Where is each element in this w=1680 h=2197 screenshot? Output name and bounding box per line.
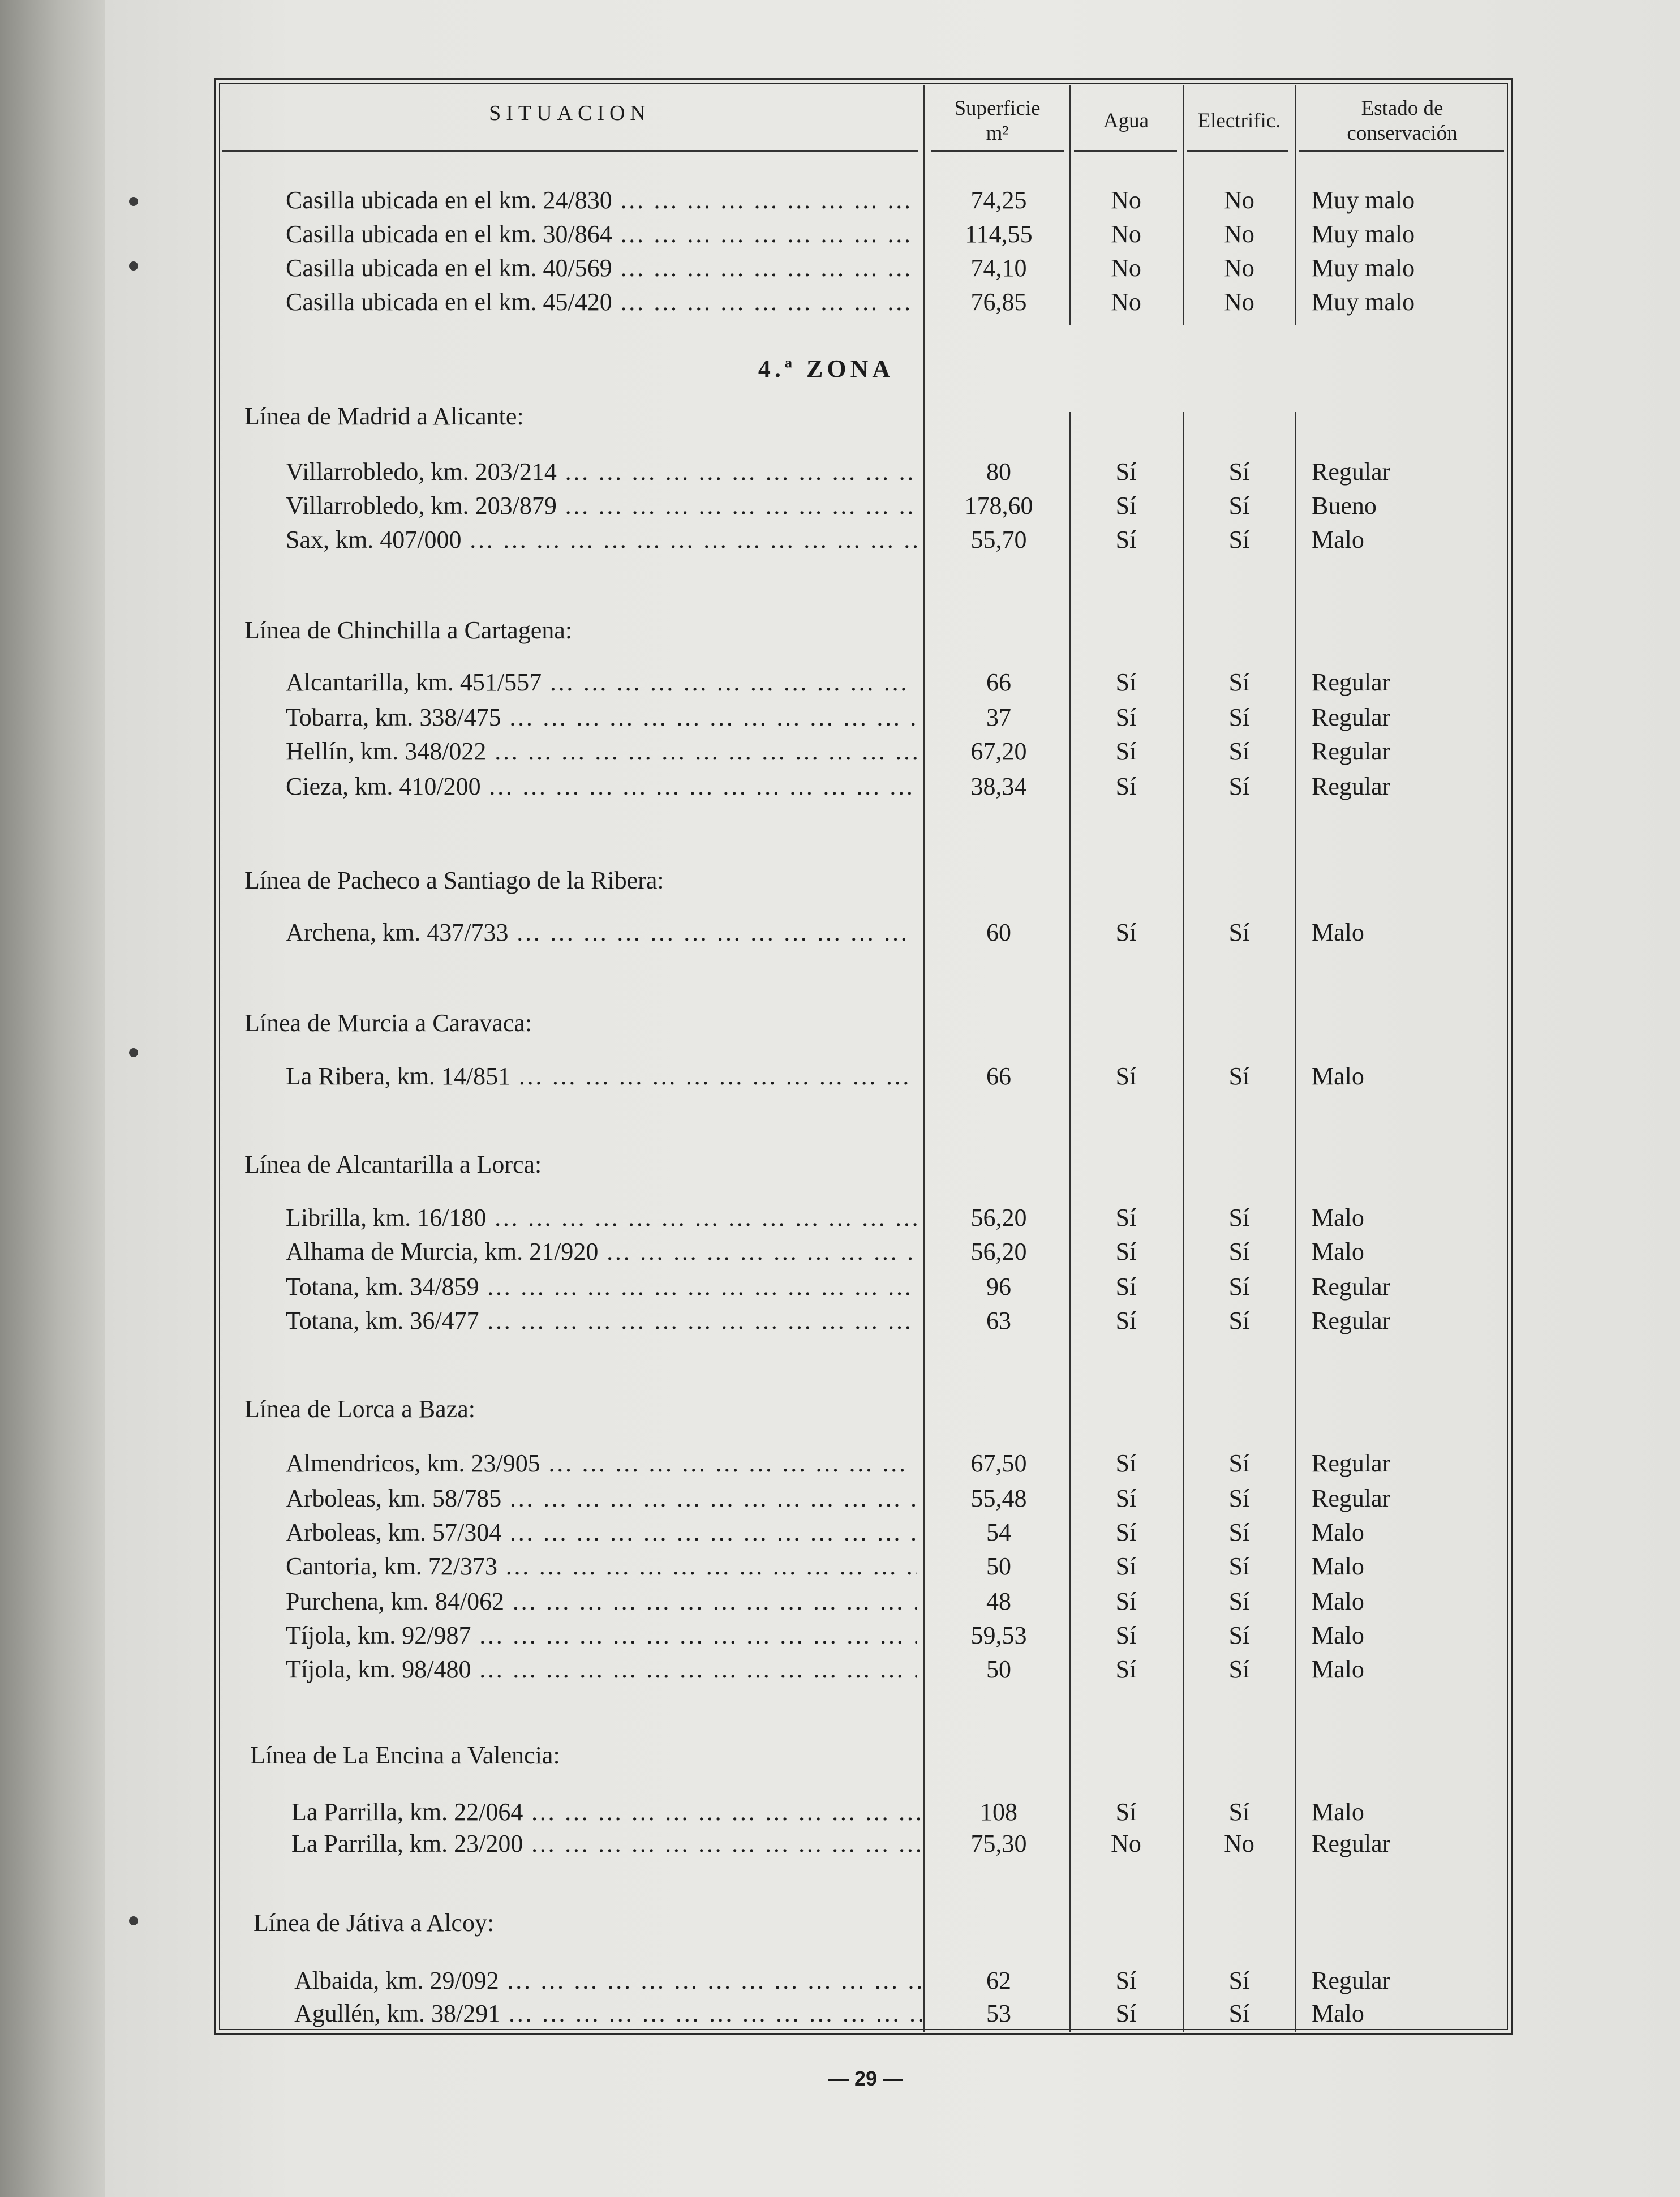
agua-cell: Sí bbox=[1115, 1798, 1137, 1826]
electrific-cell: Sí bbox=[1228, 1655, 1250, 1683]
location-cell: Totana, km. 34/859 … … … … … … … … … … … … … … … … … … … … … … … … … … … … … … … … … … … … … … … … … bbox=[286, 1272, 917, 1301]
electrific-cell: Sí bbox=[1228, 703, 1250, 731]
estado-cell: Regular bbox=[1312, 737, 1391, 765]
estado-cell: Malo bbox=[1312, 526, 1364, 553]
location-cell: Villarrobledo, km. 203/879 … … … … … … … … … … … … … … … … … … … … … … … … … … … … … … … … … … … … … … … … … bbox=[286, 491, 917, 520]
agua-cell: Sí bbox=[1115, 1621, 1137, 1649]
superficie-cell: 67,50 bbox=[970, 1449, 1027, 1477]
location-cell: Arboleas, km. 58/785 … … … … … … … … … … … … … … … … … … … … … … … … … … … … … … … … … … … … … … … … … bbox=[286, 1484, 917, 1513]
header-rule bbox=[1299, 150, 1504, 152]
agua-cell: Sí bbox=[1115, 1999, 1137, 2027]
estado-cell: Malo bbox=[1312, 1204, 1364, 1231]
agua-cell: Sí bbox=[1115, 526, 1137, 553]
estado-cell: Regular bbox=[1312, 1484, 1391, 1512]
header-rule bbox=[1074, 150, 1177, 152]
location-cell: Tobarra, km. 338/475 … … … … … … … … … … … … … … … … … … … … … … … … … … … … … … … … … … … … … … … … … bbox=[286, 703, 917, 732]
table-row bbox=[0, 254, 1680, 288]
estado-cell: Malo bbox=[1312, 1587, 1364, 1615]
estado-cell: Malo bbox=[1312, 1552, 1364, 1580]
agua-cell: No bbox=[1111, 288, 1141, 316]
electrific-cell: Sí bbox=[1228, 1204, 1250, 1231]
estado-cell: Bueno bbox=[1312, 492, 1377, 520]
table-row bbox=[0, 288, 1680, 321]
electrific-cell: Sí bbox=[1228, 1307, 1250, 1334]
agua-cell: Sí bbox=[1115, 737, 1137, 765]
estado-cell: Malo bbox=[1312, 1999, 1364, 2027]
estado-cell: Malo bbox=[1312, 1518, 1364, 1546]
agua-cell: No bbox=[1111, 186, 1141, 214]
electrific-cell: No bbox=[1224, 220, 1254, 248]
location-cell: Albaida, km. 29/092 … … … … … … … … … … … … … … … … … … … … … … … … … … … … … … … … … … … … … … … … … bbox=[294, 1966, 925, 1995]
header-situacion: SITUACION bbox=[489, 101, 651, 125]
table-row bbox=[0, 1484, 1680, 1518]
superficie-cell: 53 bbox=[986, 1999, 1011, 2027]
location-cell: Almendricos, km. 23/905 … … … … … … … … … … … … … … … … … … … … … … … … … … … … … … … … … … … … … … … … … bbox=[286, 1449, 917, 1478]
location-cell: Sax, km. 407/000 … … … … … … … … … … … … … … … … … … … … … … … … … … … … … … … … … … … … … … … … … bbox=[286, 525, 917, 554]
electrific-cell: Sí bbox=[1228, 492, 1250, 520]
agua-cell: Sí bbox=[1115, 1238, 1137, 1265]
section-title: Línea de Chinchilla a Cartagena: bbox=[244, 616, 573, 644]
estado-cell: Malo bbox=[1312, 1238, 1364, 1265]
table-row bbox=[0, 1587, 1680, 1621]
electrific-cell: Sí bbox=[1228, 1449, 1250, 1477]
estado-cell: Muy malo bbox=[1312, 254, 1415, 282]
estado-cell: Muy malo bbox=[1312, 186, 1415, 214]
location-cell: Cantoria, km. 72/373 … … … … … … … … … … … … … … … … … … … … … … … … … … … … … … … … … … … … … … … … … bbox=[286, 1552, 917, 1581]
superficie-cell: 55,48 bbox=[970, 1484, 1027, 1512]
location-cell: Hellín, km. 348/022 … … … … … … … … … … … … … … … … … … … … … … … … … … … … … … … … … … … … … … … … … bbox=[286, 737, 917, 766]
estado-cell: Malo bbox=[1312, 1798, 1364, 1826]
agua-cell: No bbox=[1111, 1830, 1141, 1857]
electrific-cell: Sí bbox=[1228, 1238, 1250, 1265]
agua-cell: Sí bbox=[1115, 668, 1137, 696]
agua-cell: Sí bbox=[1115, 458, 1137, 486]
location-cell: La Ribera, km. 14/851 … … … … … … … … … … … … … … … … … … … … … … … … … … … … … … … … … … … … … … … … … bbox=[286, 1062, 917, 1091]
superficie-cell: 66 bbox=[986, 1062, 1011, 1090]
header-estado-line1: Estado de bbox=[1361, 97, 1443, 120]
table-row bbox=[0, 1829, 1680, 1863]
table-row bbox=[0, 1966, 1680, 2000]
agua-cell: Sí bbox=[1115, 1518, 1137, 1546]
electrific-cell: Sí bbox=[1228, 458, 1250, 486]
location-cell: Totana, km. 36/477 … … … … … … … … … … … … … … … … … … … … … … … … … … … … … … … … … … … … … … … … … bbox=[286, 1306, 917, 1335]
superficie-cell: 62 bbox=[986, 1967, 1011, 1994]
agua-cell: No bbox=[1111, 254, 1141, 282]
table-row bbox=[0, 1797, 1680, 1831]
electrific-cell: Sí bbox=[1228, 1798, 1250, 1826]
section-title: Línea de La Encina a Valencia: bbox=[250, 1741, 560, 1769]
agua-cell: Sí bbox=[1115, 1967, 1137, 1994]
table-row bbox=[0, 1621, 1680, 1655]
agua-cell: Sí bbox=[1115, 1204, 1137, 1231]
location-cell: Casilla ubicada en el km. 24/830 … … … … … … … … … … … … … … … … … … … … … … … … … … … … … … … … … … … … … … … … … bbox=[286, 186, 917, 214]
location-cell: Alhama de Murcia, km. 21/920 … … … … … … … … … … … … … … … … … … … … … … … … … … … … … … … … … … … … … … … … … bbox=[286, 1237, 917, 1266]
estado-cell: Regular bbox=[1312, 1449, 1391, 1477]
agua-cell: Sí bbox=[1115, 1307, 1137, 1334]
superficie-cell: 74,10 bbox=[970, 254, 1027, 282]
location-cell: Casilla ubicada en el km. 45/420 … … … … … … … … … … … … … … … … … … … … … … … … … … … … … … … … … … … … … … … … … bbox=[286, 288, 917, 316]
electrific-cell: Sí bbox=[1228, 1518, 1250, 1546]
header-estado-line2: conservación bbox=[1347, 122, 1458, 145]
location-cell: Cieza, km. 410/200 … … … … … … … … … … … … … … … … … … … … … … … … … … … … … … … … … … … … … … … … … bbox=[286, 772, 917, 801]
header-electrific: Electrific. bbox=[1197, 109, 1281, 132]
superficie-cell: 114,55 bbox=[965, 220, 1033, 248]
superficie-cell: 67,20 bbox=[970, 737, 1027, 765]
superficie-cell: 54 bbox=[986, 1518, 1011, 1546]
table-row bbox=[0, 1999, 1680, 2033]
superficie-cell: 55,70 bbox=[970, 526, 1027, 553]
header-rule bbox=[931, 150, 1064, 152]
superficie-cell: 48 bbox=[986, 1587, 1011, 1615]
agua-cell: Sí bbox=[1115, 1655, 1137, 1683]
superficie-cell: 108 bbox=[980, 1798, 1017, 1826]
location-cell: Arboleas, km. 57/304 … … … … … … … … … … … … … … … … … … … … … … … … … … … … … … … … … … … … … … … … … bbox=[286, 1518, 917, 1547]
table-row bbox=[0, 1552, 1680, 1586]
superficie-cell: 56,20 bbox=[970, 1238, 1027, 1265]
estado-cell: Regular bbox=[1312, 1273, 1391, 1301]
superficie-cell: 38,34 bbox=[970, 773, 1027, 800]
electrific-cell: Sí bbox=[1228, 1587, 1250, 1615]
location-cell: Casilla ubicada en el km. 40/569 … … … … … … … … … … … … … … … … … … … … … … … … … … … … … … … … … … … … … … … … … bbox=[286, 254, 917, 282]
location-cell: Villarrobledo, km. 203/214 … … … … … … … … … … … … … … … … … … … … … … … … … … … … … … … … … … … … … … … … … bbox=[286, 457, 917, 486]
agua-cell: Sí bbox=[1115, 773, 1137, 800]
table-row bbox=[0, 457, 1680, 491]
estado-cell: Malo bbox=[1312, 919, 1364, 946]
electrific-cell: Sí bbox=[1228, 1621, 1250, 1649]
superficie-cell: 50 bbox=[986, 1552, 1011, 1580]
section-title: Línea de Madrid a Alicante: bbox=[244, 402, 524, 430]
electrific-cell: Sí bbox=[1228, 1552, 1250, 1580]
table-row bbox=[0, 1449, 1680, 1483]
table-row bbox=[0, 772, 1680, 806]
electrific-cell: Sí bbox=[1228, 773, 1250, 800]
estado-cell: Muy malo bbox=[1312, 288, 1415, 316]
superficie-cell: 66 bbox=[986, 668, 1011, 696]
section-title: Línea de Lorca a Baza: bbox=[244, 1395, 475, 1423]
table-row bbox=[0, 186, 1680, 220]
location-cell: La Parrilla, km. 22/064 … … … … … … … … … … … … … … … … … … … … … … … … … … … … … … … … … … … … … … … … … bbox=[291, 1797, 922, 1826]
superficie-cell: 50 bbox=[986, 1655, 1011, 1683]
section-title: Línea de Pacheco a Santiago de la Ribera: bbox=[244, 866, 664, 894]
table-row bbox=[0, 1237, 1680, 1271]
electrific-cell: No bbox=[1224, 1830, 1254, 1857]
superficie-cell: 60 bbox=[986, 919, 1011, 946]
location-cell: Agullén, km. 38/291 … … … … … … … … … … … … … … … … … … … … … … … … … … … … … … … … … … … … … … … … … bbox=[294, 1999, 925, 2028]
superficie-cell: 56,20 bbox=[970, 1204, 1027, 1231]
section-title: Línea de Murcia a Caravaca: bbox=[244, 1009, 532, 1037]
superficie-cell: 59,53 bbox=[970, 1621, 1027, 1649]
table-row bbox=[0, 1655, 1680, 1689]
table-row bbox=[0, 220, 1680, 254]
table-row bbox=[0, 1306, 1680, 1340]
agua-cell: Sí bbox=[1115, 1062, 1137, 1090]
header-estado bbox=[1298, 96, 1506, 146]
book-binding bbox=[0, 0, 108, 2197]
superficie-cell: 76,85 bbox=[970, 288, 1027, 316]
table-row bbox=[0, 668, 1680, 702]
header-rule bbox=[1187, 150, 1288, 152]
table-row bbox=[0, 491, 1680, 525]
superficie-cell: 74,25 bbox=[970, 186, 1027, 214]
electrific-cell: No bbox=[1224, 288, 1254, 316]
table-row bbox=[0, 1062, 1680, 1096]
electrific-cell: Sí bbox=[1228, 1484, 1250, 1512]
estado-cell: Regular bbox=[1312, 1307, 1391, 1334]
location-cell: Casilla ubicada en el km. 30/864 … … … … … … … … … … … … … … … … … … … … … … … … … … … … … … … … … … … … … … … … … bbox=[286, 220, 917, 248]
zone-heading: 4.ª ZONA bbox=[758, 355, 895, 383]
superficie-cell: 75,30 bbox=[970, 1830, 1027, 1857]
estado-cell: Malo bbox=[1312, 1621, 1364, 1649]
table-row bbox=[0, 918, 1680, 952]
section-title: Línea de Játiva a Alcoy: bbox=[253, 1909, 495, 1937]
estado-cell: Regular bbox=[1312, 458, 1391, 486]
electrific-cell: Sí bbox=[1228, 1273, 1250, 1301]
location-cell: Tíjola, km. 98/480 … … … … … … … … … … … … … … … … … … … … … … … … … … … … … … … … … … … … … … … … … bbox=[286, 1655, 917, 1684]
table-row bbox=[0, 703, 1680, 737]
header-superficie bbox=[928, 96, 1067, 146]
agua-cell: Sí bbox=[1115, 1484, 1137, 1512]
electrific-cell: No bbox=[1224, 186, 1254, 214]
estado-cell: Regular bbox=[1312, 773, 1391, 800]
electrific-cell: Sí bbox=[1228, 668, 1250, 696]
electrific-cell: No bbox=[1224, 254, 1254, 282]
location-cell: Tíjola, km. 92/987 … … … … … … … … … … … … … … … … … … … … … … … … … … … … … … … … … … … … … … … … … bbox=[286, 1621, 917, 1650]
electrific-cell: Sí bbox=[1228, 526, 1250, 553]
electrific-cell: Sí bbox=[1228, 1967, 1250, 1994]
punch-hole-mark bbox=[129, 1916, 138, 1925]
superficie-cell: 63 bbox=[986, 1307, 1011, 1334]
table-row bbox=[0, 1272, 1680, 1306]
page-number: — 29 — bbox=[828, 2067, 904, 2090]
table-row bbox=[0, 1518, 1680, 1552]
estado-cell: Malo bbox=[1312, 1062, 1364, 1090]
table-row bbox=[0, 1203, 1680, 1237]
header-superficie-unit: m² bbox=[986, 122, 1009, 145]
header-superficie-label: Superficie bbox=[954, 97, 1041, 120]
electrific-cell: Sí bbox=[1228, 737, 1250, 765]
superficie-cell: 96 bbox=[986, 1273, 1011, 1301]
agua-cell: Sí bbox=[1115, 492, 1137, 520]
superficie-cell: 80 bbox=[986, 458, 1011, 486]
superficie-cell: 37 bbox=[986, 703, 1011, 731]
estado-cell: Regular bbox=[1312, 1967, 1391, 1994]
electrific-cell: Sí bbox=[1228, 1999, 1250, 2027]
table-row bbox=[0, 737, 1680, 771]
table-row bbox=[0, 525, 1680, 559]
location-cell: Archena, km. 437/733 … … … … … … … … … … … … … … … … … … … … … … … … … … … … … … … … … … … … … … … … … bbox=[286, 918, 917, 947]
agua-cell: Sí bbox=[1115, 1587, 1137, 1615]
location-cell: Purchena, km. 84/062 … … … … … … … … … … … … … … … … … … … … … … … … … … … … … … … … … … … … … … … … … bbox=[286, 1587, 917, 1616]
electrific-cell: Sí bbox=[1228, 919, 1250, 946]
punch-hole-mark bbox=[129, 1048, 138, 1057]
estado-cell: Regular bbox=[1312, 1830, 1391, 1857]
header-agua: Agua bbox=[1103, 109, 1149, 132]
location-cell: Librilla, km. 16/180 … … … … … … … … … … … … … … … … … … … … … … … … … … … … … … … … … … … … … … … … … bbox=[286, 1203, 917, 1232]
agua-cell: Sí bbox=[1115, 1273, 1137, 1301]
agua-cell: No bbox=[1111, 220, 1141, 248]
estado-cell: Malo bbox=[1312, 1655, 1364, 1683]
agua-cell: Sí bbox=[1115, 703, 1137, 731]
superficie-cell: 178,60 bbox=[964, 492, 1033, 520]
estado-cell: Regular bbox=[1312, 703, 1391, 731]
header-rule bbox=[222, 150, 918, 152]
location-cell: La Parrilla, km. 23/200 … … … … … … … … … … … … … … … … … … … … … … … … … … … … … … … … … … … … … … … … … bbox=[291, 1829, 922, 1858]
estado-cell: Muy malo bbox=[1312, 220, 1415, 248]
agua-cell: Sí bbox=[1115, 919, 1137, 946]
location-cell: Alcantarilla, km. 451/557 … … … … … … … … … … … … … … … … … … … … … … … … … … … … … … … … … … … … … … … … … bbox=[286, 668, 917, 697]
section-title: Línea de Alcantarilla a Lorca: bbox=[244, 1151, 542, 1178]
agua-cell: Sí bbox=[1115, 1449, 1137, 1477]
estado-cell: Regular bbox=[1312, 668, 1391, 696]
agua-cell: Sí bbox=[1115, 1552, 1137, 1580]
electrific-cell: Sí bbox=[1228, 1062, 1250, 1090]
